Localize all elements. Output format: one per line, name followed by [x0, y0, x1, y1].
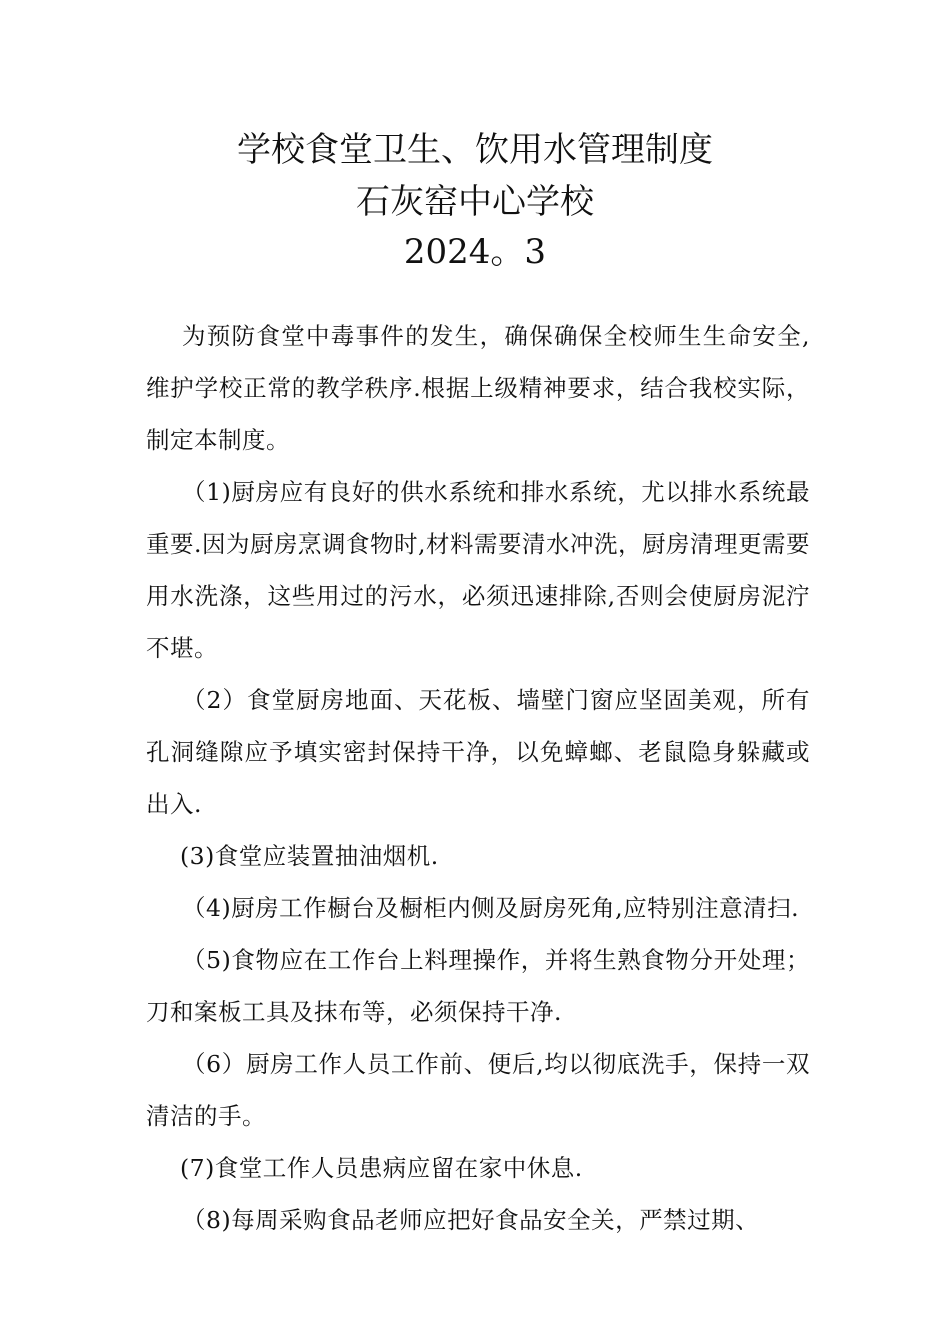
- paragraph-item-2: （2）食堂厨房地面、天花板、墙壁门窗应坚固美观，所有孔洞缝隙应予填实密封保持干净，以免蟑螂、老鼠隐身躲藏或出入.: [146, 686, 810, 818]
- document-body: [146, 310, 810, 1246]
- paragraph-intro: 为预防食堂中毒事件的发生，确保确保全校师生生命安全,维护学校正常的教学秩序.根据上级精神要求，结合我校实际，制定本制度。: [146, 322, 810, 454]
- paragraph-item-6: （6）厨房工作人员工作前、便后,均以彻底洗手，保持一双清洁的手。: [146, 1050, 810, 1130]
- document-date: 2024。3: [403, 232, 547, 272]
- paragraph-item-3: (3)食堂应装置抽油烟机.: [180, 842, 439, 870]
- paragraph-item-1: （1)厨房应有良好的供水系统和排水系统，尤以排水系统最重要.因为厨房烹调食物时,材料需要清水冲洗，厨房清理更需要用水洗涤，这些用过的污水，必须迅速排除,否则会使厨房泥泞不堪。: [146, 478, 810, 662]
- paragraph-item-5: （5)食物应在工作台上料理操作，并将生熟食物分开处理；刀和案板工具及抹布等，必须保持干净.: [146, 946, 810, 1026]
- organization-name: 石灰窑中心学校: [356, 182, 594, 222]
- document-title: 学校食堂卫生、饮用水管理制度: [237, 130, 713, 170]
- paragraph-item-8: （8)每周采购食品老师应把好食品安全关，严禁过期、: [182, 1206, 760, 1234]
- paragraph-item-7: (7)食堂工作人员患病应留在家中休息.: [180, 1154, 583, 1182]
- paragraph-item-4: （4)厨房工作橱台及橱柜内侧及厨房死角,应特别注意清扫.: [182, 894, 800, 922]
